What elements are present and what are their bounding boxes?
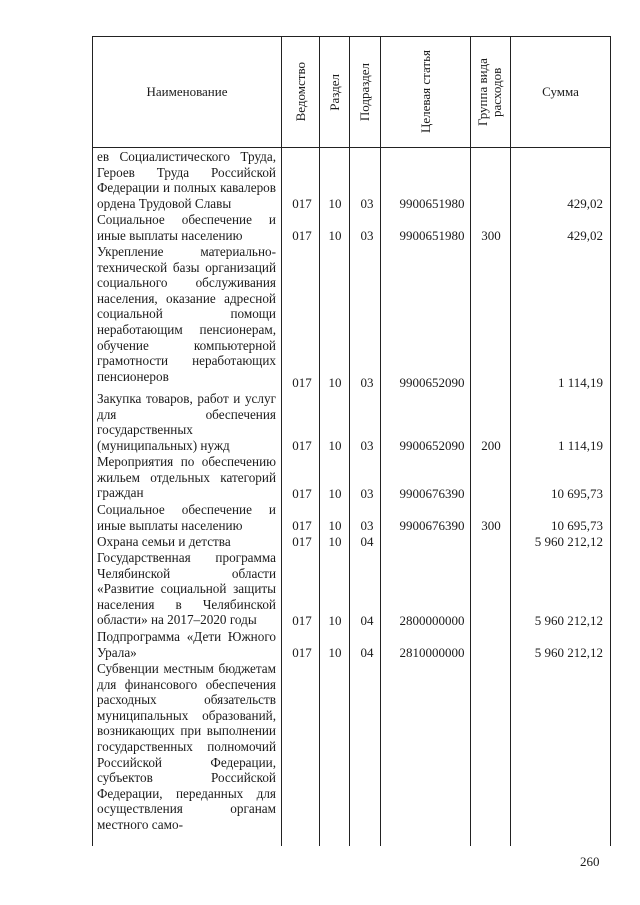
row-summa: 5 960 212,12	[534, 645, 603, 660]
col-border	[92, 36, 93, 846]
header-bottom-border	[92, 147, 611, 148]
row-razdel: 10	[328, 228, 342, 243]
row-celevaya: 9900652090	[399, 375, 465, 390]
row-vedomstvo: 017	[292, 375, 312, 390]
header-podrazdel: Подраздел	[357, 62, 372, 122]
page-number: 260	[580, 854, 600, 869]
col-border	[349, 36, 350, 846]
row-podrazdel: 04	[360, 534, 374, 549]
header-celevaya: Целевая статья	[417, 50, 433, 134]
row-name: Укрепление материально-технической базы организаций социального обслуживания населения, оказание адресной социальной помощи неработающим пенсионерам, обучение компьютерной грамотности неработающих пенсионеров	[97, 244, 276, 384]
row-name: Мероприятия по обеспечению жильем отдельных категорий граждан	[97, 454, 276, 501]
row-razdel: 10	[328, 375, 342, 390]
row-celevaya: 9900652090	[399, 438, 465, 453]
row-name: Государственная программа Челябинской области «Развитие социальной защиты населения в Челябинской области» на 2017–2020 годы	[97, 550, 276, 628]
row-celevaya: 9900651980	[399, 228, 465, 243]
row-name: Закупка товаров, работ и услуг для обеспечения государственных (муниципальных) нужд	[97, 391, 276, 453]
row-vedomstvo: 017	[292, 438, 312, 453]
col-border	[281, 36, 282, 846]
row-podrazdel: 03	[360, 196, 374, 211]
row-podrazdel: 04	[360, 613, 374, 628]
row-razdel: 10	[328, 196, 342, 211]
row-celevaya: 2800000000	[399, 613, 465, 628]
row-celevaya: 2810000000	[399, 645, 465, 660]
row-razdel: 10	[328, 438, 342, 453]
row-name: Субвенции местным бюджетам для финансового обеспечения расходных обязательств муниципальных образований, возникающих при выполнении государственных полномочий Российской Федерации, субъектов Российской Федерации, переданных для осуществления органам местного само-	[97, 661, 276, 832]
row-summa: 429,02	[567, 228, 603, 243]
header-summa: Сумма	[542, 84, 579, 99]
row-podrazdel: 03	[360, 228, 374, 243]
row-summa: 429,02	[567, 196, 603, 211]
row-summa: 5 960 212,12	[534, 534, 603, 549]
row-summa: 10 695,73	[551, 518, 603, 533]
row-gruppa: 300	[481, 228, 501, 243]
row-podrazdel: 04	[360, 645, 374, 660]
row-celevaya: 9900651980	[399, 196, 465, 211]
row-podrazdel: 03	[360, 438, 374, 453]
row-vedomstvo: 017	[292, 228, 312, 243]
row-name: Социальное обеспечение и иные выплаты населению	[97, 502, 276, 533]
row-podrazdel: 03	[360, 375, 374, 390]
row-vedomstvo: 017	[292, 645, 312, 660]
row-celevaya: 9900676390	[399, 486, 465, 501]
row-summa: 10 695,73	[551, 486, 603, 501]
col-border	[610, 36, 611, 846]
row-summa: 1 114,19	[557, 375, 603, 390]
row-razdel: 10	[328, 613, 342, 628]
row-summa: 5 960 212,12	[534, 613, 603, 628]
row-podrazdel: 03	[360, 518, 374, 533]
row-gruppa: 200	[481, 438, 501, 453]
row-vedomstvo: 017	[292, 534, 312, 549]
row-podrazdel: 03	[360, 486, 374, 501]
header-name: Наименование	[146, 84, 228, 99]
row-razdel: 10	[328, 518, 342, 533]
row-razdel: 10	[328, 486, 342, 501]
row-summa: 1 114,19	[557, 438, 603, 453]
header-razdel: Раздел	[326, 73, 342, 111]
row-name: Социальное обеспечение и иные выплаты населению	[97, 212, 276, 243]
row-vedomstvo: 017	[292, 196, 312, 211]
row-razdel: 10	[328, 645, 342, 660]
header-gruppa: Группа вида расходов	[474, 58, 504, 126]
row-vedomstvo: 017	[292, 486, 312, 501]
row-name: ев Социалистического Труда, Героев Труда Российской Федерации и полных кавалеров ордена Трудовой Славы	[97, 149, 276, 211]
row-razdel: 10	[328, 534, 342, 549]
row-vedomstvo: 017	[292, 613, 312, 628]
row-name: Подпрограмма «Дети Южного Урала»	[97, 629, 276, 660]
row-celevaya: 9900676390	[399, 518, 465, 533]
header-vedomstvo: Ведомство	[292, 62, 308, 122]
row-vedomstvo: 017	[292, 518, 312, 533]
row-name: Охрана семьи и детства	[97, 534, 231, 549]
row-gruppa: 300	[481, 518, 501, 533]
